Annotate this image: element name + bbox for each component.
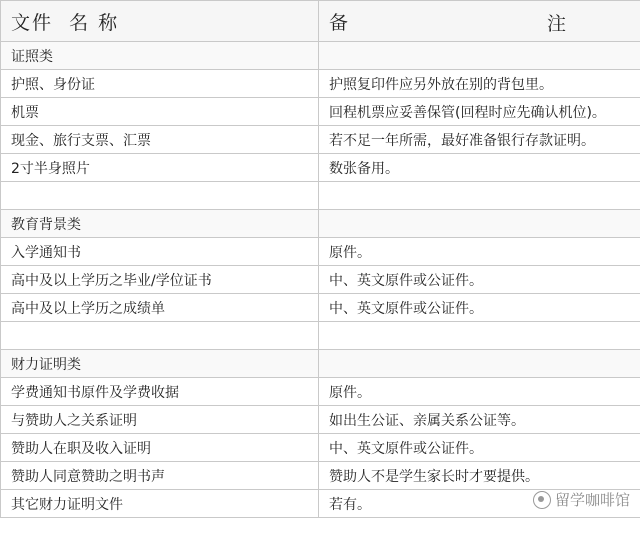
table-row	[1, 98, 640, 126]
file-name-cell: 其它财力证明文件	[1, 490, 319, 518]
file-name-cell: 高中及以上学历之毕业/学位证书	[1, 266, 319, 294]
file-name-cell: 高中及以上学历之成绩单	[1, 294, 319, 322]
table-row	[1, 126, 640, 154]
remark-cell: 中、英文原件或公证件。	[319, 266, 640, 294]
section-row	[1, 350, 640, 378]
file-name-cell: 机票	[1, 98, 319, 126]
table-row	[1, 434, 640, 462]
blank-cell	[319, 182, 640, 210]
table-row	[1, 406, 640, 434]
file-name-cell: 赞助人同意赞助之明书声	[1, 462, 319, 490]
file-name-cell: 护照、身份证	[1, 70, 319, 98]
blank-row	[1, 182, 640, 210]
remark-cell: 回程机票应妥善保管(回程时应先确认机位)。	[319, 98, 640, 126]
watermark-text: 留学咖啡馆	[554, 491, 630, 509]
remark-cell: 赞助人不是学生家长时才要提供。	[319, 462, 640, 490]
remark-cell: 中、英文原件或公证件。	[319, 294, 640, 322]
remark-cell: 原件。	[319, 238, 640, 266]
watermark-logo-icon	[533, 491, 551, 509]
file-name-cell: 2寸半身照片	[1, 154, 319, 182]
table-row	[1, 266, 640, 294]
header-remark	[319, 1, 640, 42]
blank-cell	[319, 322, 640, 350]
blank-cell	[1, 182, 319, 210]
watermark	[533, 489, 630, 510]
section-row	[1, 210, 640, 238]
header-remark-left: 备	[329, 11, 351, 34]
blank-row	[1, 322, 640, 350]
file-name-cell: 入学通知书	[1, 238, 319, 266]
section-title: 证照类	[1, 42, 319, 70]
remark-cell: 若不足一年所需，最好准备银行存款证明。	[319, 126, 640, 154]
remark-cell: 原件。	[319, 378, 640, 406]
section-title: 财力证明类	[1, 350, 319, 378]
remark-cell: 护照复印件应另外放在别的背包里。	[319, 70, 640, 98]
file-name-cell: 学费通知书原件及学费收据	[1, 378, 319, 406]
remark-cell: 若有。	[319, 490, 640, 518]
remark-cell: 数张备用。	[319, 154, 640, 182]
section-empty-cell	[319, 350, 640, 378]
remark-cell: 如出生公证、亲属关系公证等。	[319, 406, 640, 434]
blank-cell	[1, 322, 319, 350]
file-name-cell: 现金、旅行支票、汇票	[1, 126, 319, 154]
section-empty-cell	[319, 210, 640, 238]
table-row	[1, 154, 640, 182]
header-file-name: 文件 名 称	[1, 1, 319, 42]
table-row	[1, 294, 640, 322]
table-row	[1, 378, 640, 406]
remark-cell: 中、英文原件或公证件。	[319, 434, 640, 462]
section-title: 教育背景类	[1, 210, 319, 238]
file-name-cell: 赞助人在职及收入证明	[1, 434, 319, 462]
header-remark-right: 注	[547, 13, 569, 35]
table-row	[1, 462, 640, 490]
section-empty-cell	[319, 42, 640, 70]
table-header-row	[1, 1, 640, 42]
section-row	[1, 42, 640, 70]
table-row	[1, 238, 640, 266]
table-row	[1, 70, 640, 98]
file-name-cell: 与赞助人之关系证明	[1, 406, 319, 434]
